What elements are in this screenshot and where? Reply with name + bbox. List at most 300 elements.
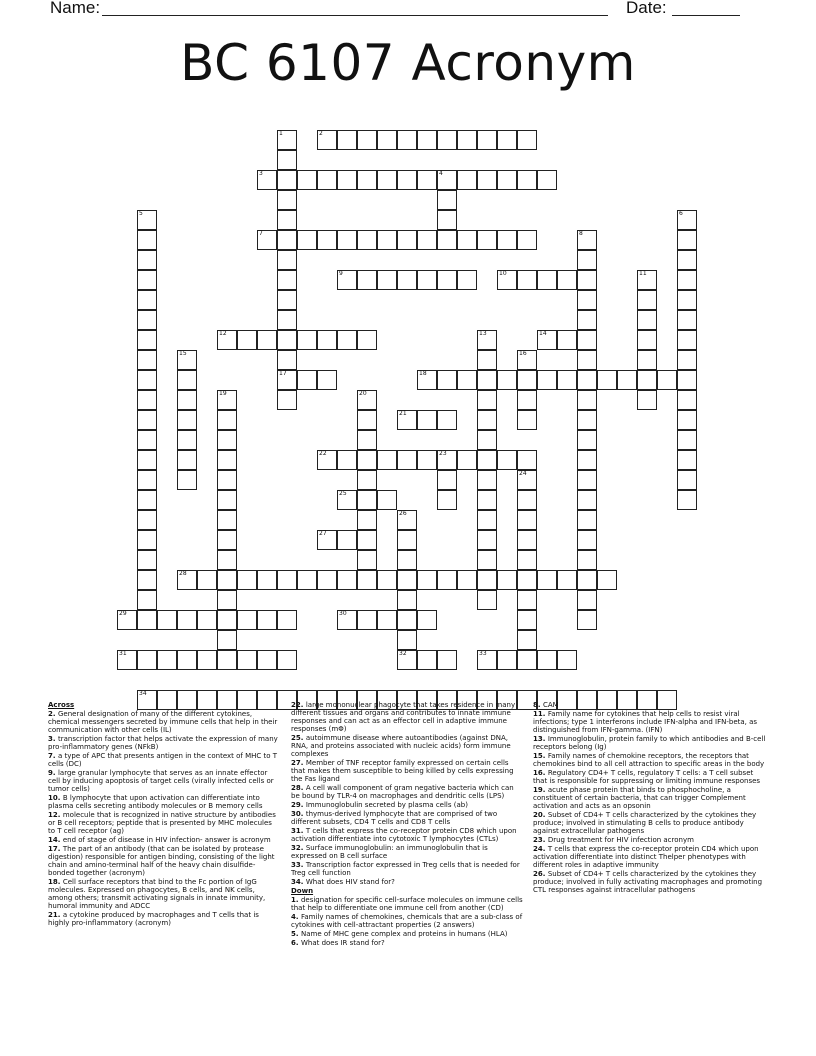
crossword-cell[interactable] <box>617 370 637 390</box>
crossword-cell[interactable] <box>137 270 157 290</box>
crossword-cell[interactable] <box>357 550 377 570</box>
crossword-cell[interactable] <box>417 570 437 590</box>
crossword-cell[interactable] <box>217 470 237 490</box>
crossword-cell[interactable] <box>457 130 477 150</box>
crossword-cell[interactable] <box>397 230 417 250</box>
crossword-cell[interactable] <box>477 590 497 610</box>
crossword-cell[interactable] <box>377 610 397 630</box>
crossword-cell[interactable] <box>577 410 597 430</box>
crossword-cell[interactable] <box>217 530 237 550</box>
crossword-cell[interactable] <box>317 370 337 390</box>
crossword-cell[interactable] <box>537 650 557 670</box>
crossword-cell[interactable] <box>517 170 537 190</box>
crossword-cell[interactable] <box>497 130 517 150</box>
crossword-cell[interactable] <box>357 570 377 590</box>
crossword-cell[interactable] <box>497 450 517 470</box>
crossword-cell[interactable] <box>417 450 437 470</box>
crossword-cell[interactable] <box>517 570 537 590</box>
crossword-cell[interactable] <box>577 550 597 570</box>
crossword-cell[interactable] <box>357 490 377 510</box>
crossword-cell[interactable] <box>517 390 537 410</box>
down-heading: Down <box>291 887 314 895</box>
crossword-cell[interactable] <box>337 230 357 250</box>
crossword-cell[interactable] <box>137 650 157 670</box>
crossword-cell[interactable] <box>137 590 157 610</box>
crossword-cell[interactable] <box>417 610 437 630</box>
cell-number: 10 <box>499 270 507 277</box>
cell-number: 3 <box>259 170 263 177</box>
crossword-cell[interactable] <box>517 550 537 570</box>
crossword-cell[interactable] <box>137 550 157 570</box>
crossword-cell[interactable] <box>357 130 377 150</box>
name-label: Name: <box>50 0 101 17</box>
crossword-cell[interactable] <box>257 230 277 250</box>
crossword-cell[interactable] <box>477 330 497 350</box>
crossword-cell[interactable] <box>577 290 597 310</box>
crossword-cell[interactable] <box>437 230 457 250</box>
crossword-cell[interactable] <box>217 590 237 610</box>
crossword-cell[interactable] <box>577 390 597 410</box>
crossword-cell[interactable] <box>577 450 597 470</box>
crossword-cell[interactable] <box>417 650 437 670</box>
crossword-cell[interactable] <box>317 330 337 350</box>
cell-number: 12 <box>219 330 227 337</box>
crossword-cell[interactable] <box>437 650 457 670</box>
crossword-cell[interactable] <box>217 430 237 450</box>
crossword-cell[interactable] <box>277 290 297 310</box>
crossword-cell[interactable] <box>137 350 157 370</box>
crossword-cell[interactable] <box>217 510 237 530</box>
crossword-cell[interactable] <box>677 270 697 290</box>
crossword-cell[interactable] <box>217 390 237 410</box>
crossword-cell[interactable] <box>377 130 397 150</box>
crossword-cell[interactable] <box>477 230 497 250</box>
crossword-cell[interactable] <box>517 650 537 670</box>
crossword-cell[interactable] <box>377 570 397 590</box>
cell-number: 15 <box>179 350 187 357</box>
crossword-cell[interactable] <box>577 270 597 290</box>
crossword-cell[interactable] <box>577 590 597 610</box>
crossword-cell[interactable] <box>477 510 497 530</box>
crossword-cell[interactable] <box>137 470 157 490</box>
crossword-cell[interactable] <box>277 370 297 390</box>
crossword-cell[interactable] <box>297 330 317 350</box>
crossword-cell[interactable] <box>497 270 517 290</box>
crossword-cell[interactable] <box>437 470 457 490</box>
crossword-cell[interactable] <box>257 330 277 350</box>
clue-item: 27. Member of TNF receptor family expressed on certain cells that makes them susceptible to being killed by cells expressing the Fas ligand <box>291 759 514 783</box>
crossword-cell[interactable] <box>517 530 537 550</box>
crossword-cell[interactable] <box>217 610 237 630</box>
crossword-cell[interactable] <box>437 130 457 150</box>
crossword-cell[interactable] <box>357 450 377 470</box>
crossword-cell[interactable] <box>477 450 497 470</box>
crossword-cell[interactable] <box>677 330 697 350</box>
crossword-cell[interactable] <box>437 570 457 590</box>
crossword-cell[interactable] <box>137 250 157 270</box>
crossword-cell[interactable] <box>417 270 437 290</box>
crossword-cell[interactable] <box>537 570 557 590</box>
crossword-cell[interactable] <box>277 650 297 670</box>
crossword-cell[interactable] <box>517 470 537 490</box>
crossword-cell[interactable] <box>137 570 157 590</box>
crossword-cell[interactable] <box>257 570 277 590</box>
crossword-cell[interactable] <box>457 230 477 250</box>
crossword-cell[interactable] <box>397 650 417 670</box>
crossword-cell[interactable] <box>637 370 657 390</box>
crossword-cell[interactable] <box>577 610 597 630</box>
page-title: BC 6107 Acronym <box>180 34 636 92</box>
crossword-cell[interactable] <box>537 330 557 350</box>
crossword-cell[interactable] <box>117 610 137 630</box>
crossword-cell[interactable] <box>257 610 277 630</box>
crossword-cell[interactable] <box>277 610 297 630</box>
crossword-cell[interactable] <box>497 650 517 670</box>
crossword-cell[interactable] <box>557 370 577 390</box>
crossword-cell[interactable] <box>397 130 417 150</box>
crossword-cell[interactable] <box>397 550 417 570</box>
crossword-cell[interactable] <box>217 330 237 350</box>
crossword-cell[interactable] <box>517 370 537 390</box>
crossword-cell[interactable] <box>677 390 697 410</box>
crossword-cell[interactable] <box>397 450 417 470</box>
crossword-cell[interactable] <box>137 610 157 630</box>
crossword-cell[interactable] <box>577 370 597 390</box>
crossword-cell[interactable] <box>277 150 297 170</box>
crossword-cell[interactable] <box>677 410 697 430</box>
crossword-cell[interactable] <box>277 390 297 410</box>
crossword-cell[interactable] <box>177 370 197 390</box>
crossword-cell[interactable] <box>177 470 197 490</box>
clue-item: 7. a type of APC that presents antigen in the context of MHC to T cells (DC) <box>48 752 278 768</box>
crossword-cell[interactable] <box>357 170 377 190</box>
clue-item: 20. Subset of CD4+ T cells characterized by the cytokines they produce; involved in stimulating B cells to produce antibody against extracellular pathogens <box>533 811 757 835</box>
crossword-cell[interactable] <box>437 450 457 470</box>
crossword-cell[interactable] <box>577 310 597 330</box>
crossword-cell[interactable] <box>477 410 497 430</box>
crossword-cell[interactable] <box>497 230 517 250</box>
crossword-cell[interactable] <box>237 330 257 350</box>
crossword-cell[interactable] <box>357 530 377 550</box>
crossword-cell[interactable] <box>457 170 477 190</box>
crossword-cell[interactable] <box>537 370 557 390</box>
clue-item: 19. acute phase protein that binds to phosphocholine, a constituent of certain bacteria, that can trigger Complement activation and acts as an opsonin <box>533 786 746 810</box>
crossword-cell[interactable] <box>357 390 377 410</box>
crossword-cell[interactable] <box>517 410 537 430</box>
crossword-cell[interactable] <box>197 570 217 590</box>
crossword-cell[interactable] <box>597 570 617 590</box>
crossword-cell[interactable] <box>577 530 597 550</box>
crossword-cell[interactable] <box>297 370 317 390</box>
crossword-cell[interactable] <box>277 130 297 150</box>
crossword-cell[interactable] <box>357 470 377 490</box>
crossword-cell[interactable] <box>417 230 437 250</box>
crossword-cell[interactable] <box>577 250 597 270</box>
crossword-cell[interactable] <box>277 570 297 590</box>
crossword-cell[interactable] <box>417 410 437 430</box>
crossword-cell[interactable] <box>337 170 357 190</box>
crossword-cell[interactable] <box>357 410 377 430</box>
crossword-cell[interactable] <box>577 490 597 510</box>
crossword-cell[interactable] <box>137 210 157 230</box>
crossword-cell[interactable] <box>277 250 297 270</box>
crossword-cell[interactable] <box>537 270 557 290</box>
crossword-cell[interactable] <box>677 370 697 390</box>
crossword-cell[interactable] <box>557 570 577 590</box>
crossword-cell[interactable] <box>517 610 537 630</box>
crossword-cell[interactable] <box>557 330 577 350</box>
crossword-cell[interactable] <box>437 210 457 230</box>
crossword-cell[interactable] <box>217 550 237 570</box>
clue-item: 25. autoimmune disease where autoantibodies (against DNA, RNA, and proteins associated with nucleic acids) form immune complexes <box>291 734 511 758</box>
cell-number: 6 <box>679 210 683 217</box>
crossword-cell[interactable] <box>117 650 137 670</box>
crossword-cell[interactable] <box>417 370 437 390</box>
crossword-cell[interactable] <box>137 310 157 330</box>
crossword-cell[interactable] <box>317 170 337 190</box>
crossword-cell[interactable] <box>577 230 597 250</box>
crossword-cell[interactable] <box>477 550 497 570</box>
crossword-cell[interactable] <box>277 170 297 190</box>
crossword-cell[interactable] <box>397 610 417 630</box>
crossword-cell[interactable] <box>297 230 317 250</box>
crossword-cell[interactable] <box>517 450 537 470</box>
crossword-cell[interactable] <box>377 170 397 190</box>
crossword-cell[interactable] <box>177 450 197 470</box>
crossword-cell[interactable] <box>677 210 697 230</box>
crossword-cell[interactable] <box>317 570 337 590</box>
crossword-cell[interactable] <box>217 450 237 470</box>
crossword-cell[interactable] <box>377 230 397 250</box>
crossword-cell[interactable] <box>497 170 517 190</box>
crossword-cell[interactable] <box>637 330 657 350</box>
crossword-cell[interactable] <box>437 490 457 510</box>
crossword-cell[interactable] <box>137 290 157 310</box>
crossword-cell[interactable] <box>477 650 497 670</box>
crossword-cell[interactable] <box>437 370 457 390</box>
clue-item: 11. Family name for cytokines that help cells to resist viral infections; type 1 interferons include IFN-alpha and IFN-beta, as distinguished from IFN-gamma. (IFN) <box>533 710 758 734</box>
cell-number: 33 <box>479 650 487 657</box>
crossword-cell[interactable] <box>677 250 697 270</box>
crossword-cell[interactable] <box>677 290 697 310</box>
crossword-cell[interactable] <box>517 130 537 150</box>
crossword-cell[interactable] <box>177 390 197 410</box>
clue-item: 34. What does HIV stand for? <box>291 878 395 886</box>
crossword-cell[interactable] <box>377 270 397 290</box>
crossword-cell[interactable] <box>377 450 397 470</box>
crossword-cell[interactable] <box>177 350 197 370</box>
crossword-cell[interactable] <box>277 310 297 330</box>
crossword-cell[interactable] <box>497 570 517 590</box>
crossword-cell[interactable] <box>137 230 157 250</box>
crossword-cell[interactable] <box>477 350 497 370</box>
crossword-cell[interactable] <box>517 590 537 610</box>
crossword-cell[interactable] <box>337 570 357 590</box>
clue-item: 29. Immunoglobulin secreted by plasma cells (ab) <box>291 801 468 809</box>
crossword-cell[interactable] <box>357 430 377 450</box>
crossword-cell[interactable] <box>297 170 317 190</box>
crossword-cell[interactable] <box>397 510 417 530</box>
cell-number: 20 <box>359 390 367 397</box>
crossword-cell[interactable] <box>357 610 377 630</box>
crossword-cell[interactable] <box>517 230 537 250</box>
crossword-cell[interactable] <box>437 270 457 290</box>
crossword-cell[interactable] <box>317 530 337 550</box>
crossword-cell[interactable] <box>237 610 257 630</box>
crossword-cell[interactable] <box>577 470 597 490</box>
crossword-cell[interactable] <box>217 410 237 430</box>
crossword-cell[interactable] <box>137 430 157 450</box>
crossword-cell[interactable] <box>457 270 477 290</box>
crossword-cell[interactable] <box>337 330 357 350</box>
crossword-cell[interactable] <box>677 470 697 490</box>
crossword-cell[interactable] <box>677 450 697 470</box>
crossword-cell[interactable] <box>477 490 497 510</box>
cell-number: 2 <box>319 130 323 137</box>
crossword-cell[interactable] <box>177 570 197 590</box>
crossword-cell[interactable] <box>357 230 377 250</box>
crossword-cell[interactable] <box>157 650 177 670</box>
crossword-cell[interactable] <box>177 650 197 670</box>
crossword-cell[interactable] <box>277 350 297 370</box>
crossword-cell[interactable] <box>337 130 357 150</box>
crossword-cell[interactable] <box>437 410 457 430</box>
crossword-cell[interactable] <box>417 130 437 150</box>
crossword-cell[interactable] <box>157 610 177 630</box>
crossword-cell[interactable] <box>397 410 417 430</box>
crossword-cell[interactable] <box>317 450 337 470</box>
crossword-cell[interactable] <box>137 530 157 550</box>
crossword-cell[interactable] <box>557 270 577 290</box>
crossword-cell[interactable] <box>217 490 237 510</box>
crossword-cell[interactable] <box>677 310 697 330</box>
crossword-cell[interactable] <box>677 490 697 510</box>
crossword-cell[interactable] <box>517 350 537 370</box>
crossword-cell[interactable] <box>297 570 317 590</box>
crossword-cell[interactable] <box>137 510 157 530</box>
crossword-cell[interactable] <box>637 390 657 410</box>
crossword-cell[interactable] <box>537 170 557 190</box>
cell-number: 25 <box>339 490 347 497</box>
crossword-cell[interactable] <box>577 570 597 590</box>
crossword-cell[interactable] <box>517 630 537 650</box>
crossword-cell[interactable] <box>357 270 377 290</box>
crossword-cell[interactable] <box>217 570 237 590</box>
crossword-cell[interactable] <box>357 510 377 530</box>
crossword-cell[interactable] <box>677 350 697 370</box>
crossword-cell[interactable] <box>677 430 697 450</box>
crossword-cell[interactable] <box>417 170 437 190</box>
crossword-cell[interactable] <box>477 130 497 150</box>
crossword-cell[interactable] <box>577 330 597 350</box>
crossword-cell[interactable] <box>397 570 417 590</box>
crossword-cell[interactable] <box>337 530 357 550</box>
crossword-cell[interactable] <box>177 410 197 430</box>
crossword-cell[interactable] <box>457 570 477 590</box>
crossword-cell[interactable] <box>637 350 657 370</box>
crossword-cell[interactable] <box>377 490 397 510</box>
crossword-cell[interactable] <box>317 130 337 150</box>
crossword-cell[interactable] <box>337 450 357 470</box>
crossword-cell[interactable] <box>597 370 617 390</box>
crossword-cell[interactable] <box>177 430 197 450</box>
crossword-cell[interactable] <box>437 170 457 190</box>
clue-item: 4. Family names of chemokines, chemicals that are a sub-class of cytokines with cell-attractant properties (2 answers) <box>291 913 523 929</box>
crossword-cell[interactable] <box>477 430 497 450</box>
crossword-cell[interactable] <box>337 270 357 290</box>
crossword-cell[interactable] <box>477 170 497 190</box>
clue-item: 6. What does IR stand for? <box>291 939 385 947</box>
clue-item: 9. large granular lymphocyte that serves as an innate effector cell by inducing apoptosis of target cells (virally infected cells or tumor cells) <box>48 769 274 793</box>
crossword-cell[interactable] <box>217 650 237 670</box>
crossword-cell[interactable] <box>477 390 497 410</box>
crossword-cell[interactable] <box>397 170 417 190</box>
crossword-cell[interactable] <box>517 490 537 510</box>
crossword-cell[interactable] <box>317 230 337 250</box>
crossword-cell[interactable] <box>437 190 457 210</box>
crossword-cell[interactable] <box>517 270 537 290</box>
crossword-cell[interactable] <box>137 390 157 410</box>
crossword-cell[interactable] <box>277 230 297 250</box>
cell-number: 4 <box>439 170 443 177</box>
crossword-cell[interactable] <box>477 370 497 390</box>
cell-number: 27 <box>319 530 327 537</box>
crossword-cell[interactable] <box>517 510 537 530</box>
crossword-cell[interactable] <box>197 610 217 630</box>
crossword-cell[interactable] <box>477 470 497 490</box>
crossword-cell[interactable] <box>577 350 597 370</box>
crossword-cell[interactable] <box>557 650 577 670</box>
crossword-cell[interactable] <box>237 650 257 670</box>
crossword-cell[interactable] <box>477 570 497 590</box>
crossword-cell[interactable] <box>197 650 217 670</box>
crossword-cell[interactable] <box>337 490 357 510</box>
crossword-cell[interactable] <box>277 270 297 290</box>
cell-number: 1 <box>279 130 283 137</box>
crossword-cell[interactable] <box>137 330 157 350</box>
crossword-cell[interactable] <box>397 590 417 610</box>
crossword-cell[interactable] <box>257 170 277 190</box>
crossword-cell[interactable] <box>637 310 657 330</box>
crossword-cell[interactable] <box>397 630 417 650</box>
crossword-cell[interactable] <box>257 650 277 670</box>
crossword-cell[interactable] <box>337 610 357 630</box>
crossword-cell[interactable] <box>657 370 677 390</box>
crossword-cell[interactable] <box>137 490 157 510</box>
crossword-cell[interactable] <box>277 330 297 350</box>
crossword-cell[interactable] <box>457 450 477 470</box>
crossword-cell[interactable] <box>177 610 197 630</box>
crossword-cell[interactable] <box>237 570 257 590</box>
crossword-cell[interactable] <box>397 530 417 550</box>
crossword-cell[interactable] <box>137 370 157 390</box>
crossword-cell[interactable] <box>357 330 377 350</box>
crossword-cell[interactable] <box>397 270 417 290</box>
crossword-cell[interactable] <box>677 230 697 250</box>
crossword-cell[interactable] <box>477 530 497 550</box>
crossword-cell[interactable] <box>577 510 597 530</box>
crossword-cell[interactable] <box>637 270 657 290</box>
crossword-cell[interactable] <box>637 290 657 310</box>
crossword-cell[interactable] <box>277 190 297 210</box>
crossword-cell[interactable] <box>137 450 157 470</box>
crossword-cell[interactable] <box>137 410 157 430</box>
crossword-cell[interactable] <box>577 430 597 450</box>
crossword-cell[interactable] <box>457 370 477 390</box>
crossword-cell[interactable] <box>277 210 297 230</box>
crossword-cell[interactable] <box>217 630 237 650</box>
crossword-cell[interactable] <box>497 370 517 390</box>
